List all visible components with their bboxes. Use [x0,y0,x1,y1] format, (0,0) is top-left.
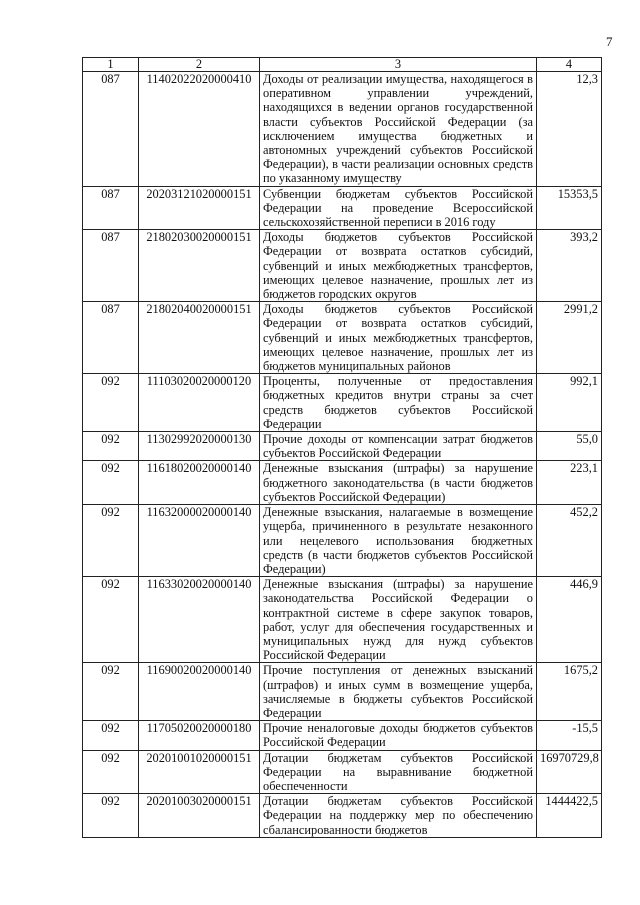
description-cell: Денежные взыскания, налагаемые в возмещение ущерба, причиненного в результате незаконного или нецелевого использования бюджетных средств (в части бюджетов субъектов Российской Федерации) [260,505,537,577]
amount-cell: 1675,2 [537,663,602,721]
admin-code-cell: 092 [83,794,139,838]
amount-cell: -15,5 [537,721,602,750]
amount-cell: 2991,2 [537,302,602,374]
budget-code-cell: 11633020020000140 [139,577,260,663]
admin-code-cell: 087 [83,230,139,302]
amount-cell: 992,1 [537,374,602,432]
admin-code-cell: 092 [83,721,139,750]
description-cell: Дотации бюджетам субъектов Российской Федерации на выравнивание бюджетной обеспеченности [260,750,537,794]
admin-code-cell: 092 [83,750,139,794]
column-header-3: 3 [260,58,537,72]
admin-code-cell: 092 [83,577,139,663]
table-row [83,663,602,721]
description-cell: Денежные взыскания (штрафы) за нарушение бюджетного законодательства (в части бюджетов субъектов Российской Федерации) [260,461,537,505]
budget-code-cell: 11103020020000120 [139,374,260,432]
table-row [83,302,602,374]
amount-cell: 393,2 [537,230,602,302]
table-row [83,750,602,794]
table-row [83,794,602,838]
table-body [83,72,602,838]
admin-code-cell: 092 [83,461,139,505]
table-row [83,432,602,461]
description-cell: Доходы бюджетов субъектов Российской Федерации от возврата остатков субсидий, субвенций и иных межбюджетных трансфертов, имеющих целевое назначение, прошлых лет из бюджетов муниципальных районов [260,302,537,374]
budget-code-cell: 11618020020000140 [139,461,260,505]
budget-code-cell: 20203121020000151 [139,186,260,230]
amount-cell: 15353,5 [537,186,602,230]
table-row [83,461,602,505]
description-cell: Денежные взыскания (штрафы) за нарушение законодательства Российской Федерации о контрактной системе в сфере закупок товаров, работ, услуг для обеспечения государственных и муниципальных нужд для нужд субъектов Российской Федерации [260,577,537,663]
budget-code-cell: 21802030020000151 [139,230,260,302]
description-cell: Прочие поступления от денежных взысканий (штрафов) и иных сумм в возмещение ущерба, зачисляемые в бюджеты субъектов Российской Федерации [260,663,537,721]
description-cell: Прочие неналоговые доходы бюджетов субъектов Российской Федерации [260,721,537,750]
admin-code-cell: 087 [83,302,139,374]
table-row [83,721,602,750]
page-number: 7 [606,34,613,49]
budget-code-cell: 11632000020000140 [139,505,260,577]
column-header-2: 2 [139,58,260,72]
description-cell: Доходы от реализации имущества, находящегося в оперативном управлении учреждений, находящихся в ведении органов государственной власти субъектов Российской Федерации (за исключением имущества бюджетных и автономных учреждений субъектов Российской Федерации), в части реализации основных средств по указанному имуществу [260,72,537,187]
description-cell: Дотации бюджетам субъектов Российской Федерации на поддержку мер по обеспечению сбалансированности бюджетов [260,794,537,838]
description-cell: Прочие доходы от компенсации затрат бюджетов субъектов Российской Федерации [260,432,537,461]
amount-cell: 446,9 [537,577,602,663]
table-row [83,577,602,663]
table-row [83,374,602,432]
amount-cell: 1444422,5 [537,794,602,838]
budget-code-cell: 11402022020000410 [139,72,260,187]
amount-cell: 55,0 [537,432,602,461]
budget-code-cell: 20201003020000151 [139,794,260,838]
admin-code-cell: 087 [83,186,139,230]
amount-cell: 223,1 [537,461,602,505]
column-header-4: 4 [537,58,602,72]
budget-code-cell: 20201001020000151 [139,750,260,794]
amount-cell: 452,2 [537,505,602,577]
budget-code-cell: 11690020020000140 [139,663,260,721]
description-cell: Проценты, полученные от предоставления бюджетных кредитов внутри страны за счет средств бюджетов субъектов Российской Федерации [260,374,537,432]
table-row [83,186,602,230]
table-row [83,505,602,577]
description-cell: Доходы бюджетов субъектов Российской Федерации от возврата остатков субсидий, субвенций и иных межбюджетных трансфертов, имеющих целевое назначение, прошлых лет из бюджетов городских округов [260,230,537,302]
admin-code-cell: 092 [83,432,139,461]
admin-code-cell: 092 [83,374,139,432]
admin-code-cell: 087 [83,72,139,187]
table-row [83,72,602,187]
admin-code-cell: 092 [83,505,139,577]
amount-cell: 12,3 [537,72,602,187]
budget-code-cell: 11302992020000130 [139,432,260,461]
column-header-1: 1 [83,58,139,72]
budget-revenue-table [82,57,602,838]
table-row [83,230,602,302]
table-header-row [83,58,602,72]
amount-cell: 16970729,8 [537,750,602,794]
budget-code-cell: 11705020020000180 [139,721,260,750]
description-cell: Субвенции бюджетам субъектов Российской Федерации на проведение Всероссийской сельскохозяйственной переписи в 2016 году [260,186,537,230]
budget-code-cell: 21802040020000151 [139,302,260,374]
admin-code-cell: 092 [83,663,139,721]
